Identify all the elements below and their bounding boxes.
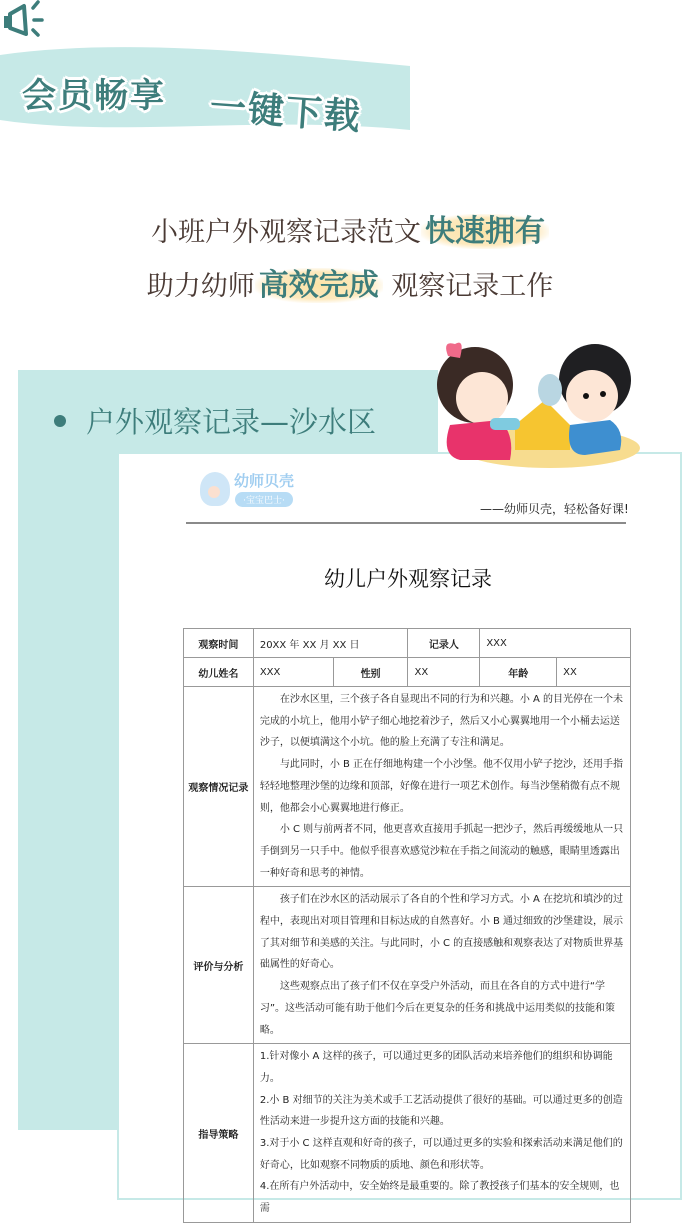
observation-content bbox=[253, 687, 630, 887]
label-strategy: 指导策略 bbox=[184, 1044, 254, 1223]
label-gender: 性别 bbox=[333, 658, 408, 687]
brand-logo bbox=[200, 470, 294, 507]
headline-line1 bbox=[0, 206, 700, 250]
kids-sandbox-illustration bbox=[420, 330, 640, 470]
label-age: 年龄 bbox=[480, 658, 557, 687]
label-child-name: 幼儿姓名 bbox=[184, 658, 254, 687]
logo-subtitle: ·宝宝巴士· bbox=[235, 492, 293, 507]
strategy-content bbox=[253, 1044, 630, 1223]
analysis-content bbox=[253, 887, 630, 1044]
bullet-icon bbox=[54, 415, 66, 427]
label-analysis: 评价与分析 bbox=[184, 887, 254, 1044]
headline-line1-text: 小班户外观察记录范文 bbox=[151, 217, 421, 248]
logo-name: 幼师贝壳 bbox=[234, 472, 295, 490]
observation-paragraph: 在沙水区里，三个孩子各自显现出不同的行为和兴趣。小 A 的目光停在一个未完成的小坑上，他用小铲子细心地挖着沙子，然后又小心翼翼地用一个小桶去运送沙子，以便填满这个小坑。他的脸上充满了专注和满足。 bbox=[259, 694, 624, 749]
headline-line1-highlight: 快速拥有 bbox=[421, 214, 549, 249]
section-title bbox=[54, 400, 376, 441]
document-slogan: ——幼师贝壳，轻松备好课! bbox=[480, 502, 629, 516]
strategy-item: 2.小 B 对细节的关注为美术或手工艺活动提供了很好的基础。可以通过更多的创造性活动来进一步提升这方面的技能和兴趣。 bbox=[259, 1094, 623, 1128]
analysis-paragraph: 这些观察点出了孩子们不仅在享受户外活动，而且在各自的方式中进行“学习”。这些活动可能有助于他们今后在更复杂的任务和挑战中运用类似的技能和策略。 bbox=[259, 981, 616, 1036]
value-age: XX bbox=[557, 658, 631, 687]
label-observation: 观察情况记录 bbox=[184, 687, 254, 887]
headline-line2 bbox=[0, 260, 700, 304]
header-divider bbox=[186, 522, 626, 524]
headline-line2-suffix: 观察记录工作 bbox=[382, 271, 554, 302]
table-row bbox=[184, 687, 631, 887]
promo-banner bbox=[0, 0, 450, 160]
value-observation-time: 20XX 年 XX 月 XX 日 bbox=[253, 629, 408, 658]
banner-text-member: 会员畅享 bbox=[22, 76, 166, 116]
headline-line2-text: 助力幼师 bbox=[146, 271, 255, 302]
observation-paragraph: 小 C 则与前两者不同，他更喜欢直接用手抓起一把沙子，然后再缓缓地从一只手倒到另一只手中。他似乎很喜欢感觉沙粒在手指之间流动的触感，眼睛里透露出一种好奇和思考的神情。 bbox=[259, 824, 624, 879]
section-title-text: 户外观察记录—沙水区 bbox=[86, 405, 377, 439]
table-row bbox=[184, 629, 631, 658]
banner-text-download: 一键下载 bbox=[208, 86, 364, 139]
value-recorder: XXX bbox=[480, 629, 631, 658]
value-child-name: XXX bbox=[253, 658, 333, 687]
value-gender: XX bbox=[408, 658, 480, 687]
observation-paragraph: 与此同时，小 B 正在仔细地构建一个小沙堡。他不仅用小铲子挖沙，还用手指轻轻地整理沙堡的边缘和顶部，好像在进行一项艺术创作。每当沙堡稍微有点不规则，他都会小心翼翼地进行修正。 bbox=[259, 759, 624, 814]
strategy-item: 3.对于小 C 这样直观和好奇的孩子，可以通过更多的实验和探索活动来满足他们的好奇心，比如观察不同物质的质地、颜色和形状等。 bbox=[259, 1138, 623, 1171]
table-row bbox=[184, 658, 631, 687]
label-recorder: 记录人 bbox=[408, 629, 480, 658]
strategy-item: 4.在所有户外活动中，安全始终是最重要的。除了教授孩子们基本的安全规则，也需 bbox=[259, 1181, 620, 1215]
analysis-paragraph: 孩子们在沙水区的活动展示了各自的个性和学习方式。小 A 在挖坑和填沙的过程中，表现出对项目管理和目标达成的自然喜好。小 B 通过细致的沙堡建设，展示了其对细节和美感的关注。与此同时，小 C 的直接感触和观察表达了对物质世界基础属性的好奇心。 bbox=[259, 894, 624, 971]
table-row bbox=[184, 1044, 631, 1223]
strategy-item: 1.针对像小 A 这样的孩子，可以通过更多的团队活动来培养他们的组织和协调能力。 bbox=[259, 1051, 613, 1084]
document-title: 幼儿户外观察记录 bbox=[324, 567, 492, 591]
megaphone-icon bbox=[0, 0, 50, 40]
shell-logo-icon bbox=[200, 472, 230, 506]
observation-record-table bbox=[183, 628, 631, 1223]
table-row bbox=[184, 887, 631, 1044]
headline-line2-highlight: 高效完成 bbox=[255, 268, 383, 303]
label-observation-time: 观察时间 bbox=[184, 629, 254, 658]
